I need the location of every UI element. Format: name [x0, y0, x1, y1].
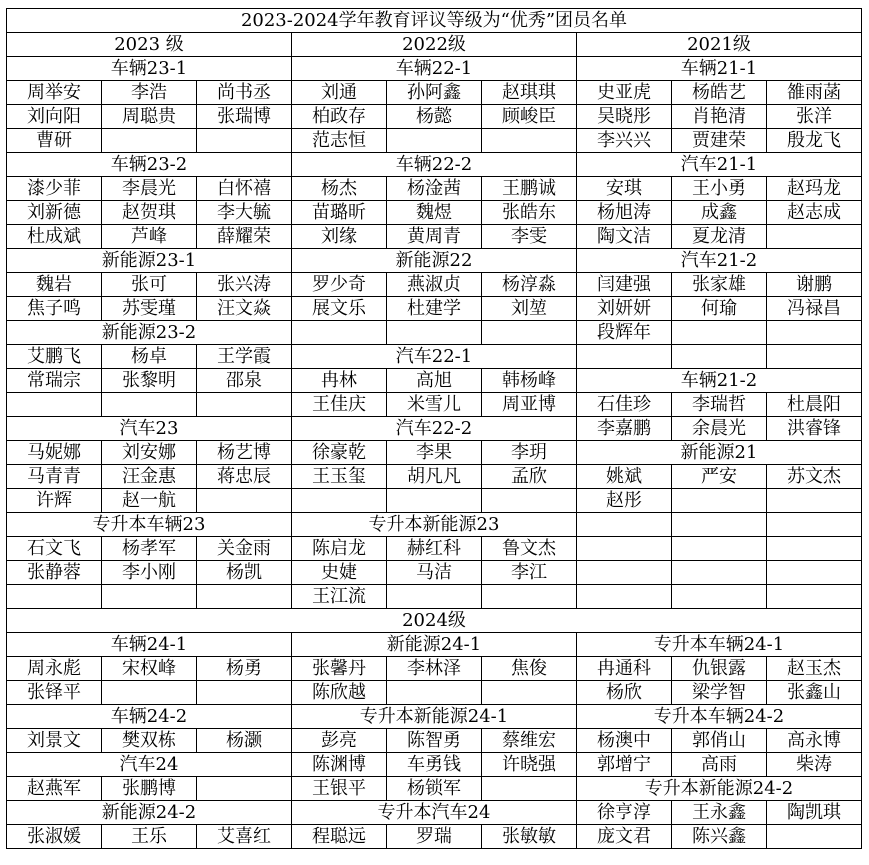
name-cell[interactable]: 魏岩: [7, 273, 102, 297]
empty-cell[interactable]: [767, 489, 862, 513]
name-cell[interactable]: 夏龙清: [672, 225, 767, 249]
name-cell[interactable]: 杨灏: [197, 729, 292, 753]
group-header-cell[interactable]: 汽车21-2: [577, 249, 862, 273]
name-cell[interactable]: 许晓强: [482, 753, 577, 777]
group-header-cell[interactable]: 新能源23-2: [7, 321, 292, 345]
empty-cell[interactable]: [672, 489, 767, 513]
group-header-cell[interactable]: 汽车22-1: [292, 345, 577, 369]
name-cell[interactable]: 陈兴鑫: [672, 825, 767, 849]
name-cell[interactable]: 谢鹏: [767, 273, 862, 297]
name-cell[interactable]: 王银平: [292, 777, 387, 801]
name-cell[interactable]: 苏雯瑾: [102, 297, 197, 321]
group-header-cell[interactable]: 2024级: [7, 609, 862, 633]
name-cell[interactable]: 陈渊博: [292, 753, 387, 777]
table-row: [7, 801, 862, 825]
empty-cell[interactable]: [387, 321, 482, 345]
table-row: [7, 153, 862, 177]
table-row: [7, 105, 862, 129]
name-cell[interactable]: 王小勇: [672, 177, 767, 201]
empty-cell[interactable]: [577, 585, 672, 609]
table-row: [7, 465, 862, 489]
group-header-cell[interactable]: 车辆21-1: [577, 57, 862, 81]
name-cell[interactable]: 黄周青: [387, 225, 482, 249]
name-cell[interactable]: 张鑫山: [767, 681, 862, 705]
name-cell[interactable]: 王乐: [102, 825, 197, 849]
name-cell[interactable]: 刘安娜: [102, 441, 197, 465]
table-row: [7, 441, 862, 465]
name-cell[interactable]: 雒雨菡: [767, 81, 862, 105]
group-header-cell[interactable]: 专升本车辆23: [7, 513, 292, 537]
empty-cell[interactable]: [482, 681, 577, 705]
name-cell[interactable]: 张可: [102, 273, 197, 297]
name-cell[interactable]: 张洋: [767, 105, 862, 129]
table-row: [7, 489, 862, 513]
group-header-cell[interactable]: 车辆21-2: [577, 369, 862, 393]
name-cell[interactable]: 李雯: [482, 225, 577, 249]
group-header-cell[interactable]: 新能源23-1: [7, 249, 292, 273]
name-cell[interactable]: 杨杰: [292, 177, 387, 201]
name-cell[interactable]: 杨淦茜: [387, 177, 482, 201]
name-cell[interactable]: 肖艳清: [672, 105, 767, 129]
name-cell[interactable]: 赵玛龙: [767, 177, 862, 201]
name-cell[interactable]: 芦峰: [102, 225, 197, 249]
name-cell[interactable]: 杨卓: [102, 345, 197, 369]
name-cell[interactable]: 徐亨淳: [577, 801, 672, 825]
empty-cell[interactable]: [387, 489, 482, 513]
sheet-title[interactable]: 2023-2024学年教育评议等级为“优秀”团员名单: [7, 9, 862, 33]
table-row: [7, 681, 862, 705]
name-cell[interactable]: 邵泉: [197, 369, 292, 393]
name-cell[interactable]: 艾喜红: [197, 825, 292, 849]
empty-cell[interactable]: [577, 345, 672, 369]
name-cell[interactable]: 陈启龙: [292, 537, 387, 561]
name-cell[interactable]: 闫建强: [577, 273, 672, 297]
empty-cell[interactable]: [577, 561, 672, 585]
group-header-cell[interactable]: 新能源21: [577, 441, 862, 465]
name-cell[interactable]: 张铎平: [7, 681, 102, 705]
name-cell[interactable]: 赵琪琪: [482, 81, 577, 105]
name-cell[interactable]: 郭增宁: [577, 753, 672, 777]
empty-cell[interactable]: [387, 129, 482, 153]
empty-cell[interactable]: [672, 345, 767, 369]
name-cell[interactable]: 车勇钱: [387, 753, 482, 777]
table-row: [7, 537, 862, 561]
empty-cell[interactable]: [197, 489, 292, 513]
table-row: [7, 585, 862, 609]
group-header-cell[interactable]: 车辆22-2: [292, 153, 577, 177]
name-cell[interactable]: 杜成斌: [7, 225, 102, 249]
empty-cell[interactable]: [482, 129, 577, 153]
table-row: [7, 57, 862, 81]
empty-cell[interactable]: [482, 321, 577, 345]
name-cell[interactable]: 石文飞: [7, 537, 102, 561]
group-header-cell[interactable]: 专升本汽车24: [292, 801, 577, 825]
empty-cell[interactable]: [672, 537, 767, 561]
name-cell[interactable]: 赵燕军: [7, 777, 102, 801]
name-cell[interactable]: 彭亮: [292, 729, 387, 753]
table-row: [7, 657, 862, 681]
name-cell[interactable]: 庞文君: [577, 825, 672, 849]
name-cell[interactable]: 王佳庆: [292, 393, 387, 417]
empty-cell[interactable]: [767, 225, 862, 249]
empty-cell[interactable]: [102, 585, 197, 609]
name-cell[interactable]: 赵一航: [102, 489, 197, 513]
name-cell[interactable]: 张瑞博: [197, 105, 292, 129]
name-cell[interactable]: 杨旭涛: [577, 201, 672, 225]
name-cell[interactable]: 孙阿鑫: [387, 81, 482, 105]
name-cell[interactable]: 宋权峰: [102, 657, 197, 681]
name-cell[interactable]: 鲁文杰: [482, 537, 577, 561]
name-cell[interactable]: 陈智勇: [387, 729, 482, 753]
name-cell[interactable]: 徐豪乾: [292, 441, 387, 465]
name-cell[interactable]: 张皓东: [482, 201, 577, 225]
name-cell[interactable]: 李大毓: [197, 201, 292, 225]
name-cell[interactable]: 冯禄昌: [767, 297, 862, 321]
table-row: [7, 513, 862, 537]
name-cell[interactable]: 顾峻臣: [482, 105, 577, 129]
name-cell[interactable]: 张静蓉: [7, 561, 102, 585]
name-cell[interactable]: 罗瑞: [387, 825, 482, 849]
name-cell[interactable]: 李果: [387, 441, 482, 465]
group-header-cell[interactable]: 专升本车辆24-2: [577, 705, 862, 729]
name-cell[interactable]: 魏煜: [387, 201, 482, 225]
group-header-cell[interactable]: 车辆22-1: [292, 57, 577, 81]
name-cell[interactable]: 薛耀荣: [197, 225, 292, 249]
name-cell[interactable]: 贾建荣: [672, 129, 767, 153]
name-cell[interactable]: 赵志成: [767, 201, 862, 225]
group-header-cell[interactable]: 车辆24-1: [7, 633, 292, 657]
empty-cell[interactable]: [672, 585, 767, 609]
empty-cell[interactable]: [767, 513, 862, 537]
group-header-cell[interactable]: 2023 级: [7, 33, 292, 57]
name-cell[interactable]: 成鑫: [672, 201, 767, 225]
table-row: [7, 633, 862, 657]
table-row: [7, 225, 862, 249]
name-cell[interactable]: 汪金惠: [102, 465, 197, 489]
name-cell[interactable]: 苏文杰: [767, 465, 862, 489]
empty-cell[interactable]: [102, 129, 197, 153]
empty-cell[interactable]: [7, 393, 102, 417]
name-cell[interactable]: 安琪: [577, 177, 672, 201]
name-cell[interactable]: 韩杨峰: [482, 369, 577, 393]
name-cell[interactable]: 曹研: [7, 129, 102, 153]
name-cell[interactable]: 殷龙飞: [767, 129, 862, 153]
name-cell[interactable]: 刘新德: [7, 201, 102, 225]
name-cell[interactable]: 周举安: [7, 81, 102, 105]
name-cell[interactable]: 刘向阳: [7, 105, 102, 129]
empty-cell[interactable]: [197, 393, 292, 417]
table-row: [7, 201, 862, 225]
group-header-cell[interactable]: 车辆24-2: [7, 705, 292, 729]
empty-cell[interactable]: [672, 321, 767, 345]
name-cell[interactable]: 蔡维宏: [482, 729, 577, 753]
name-cell[interactable]: 李兴兴: [577, 129, 672, 153]
group-header-cell[interactable]: 车辆23-2: [7, 153, 292, 177]
group-header-cell[interactable]: 新能源24-1: [292, 633, 577, 657]
name-cell[interactable]: 刘通: [292, 81, 387, 105]
table-row: [7, 609, 862, 633]
empty-cell[interactable]: [482, 585, 577, 609]
name-cell[interactable]: 吴晓彤: [577, 105, 672, 129]
name-cell[interactable]: 李小刚: [102, 561, 197, 585]
name-cell[interactable]: 张淑媛: [7, 825, 102, 849]
group-header-cell[interactable]: 专升本新能源24-2: [577, 777, 862, 801]
name-cell[interactable]: 陶文洁: [577, 225, 672, 249]
name-cell[interactable]: 马青青: [7, 465, 102, 489]
name-cell[interactable]: 马洁: [387, 561, 482, 585]
table-row: [7, 369, 862, 393]
name-cell[interactable]: 樊双栋: [102, 729, 197, 753]
empty-cell[interactable]: [767, 585, 862, 609]
table-row: [7, 777, 862, 801]
name-cell[interactable]: 周亚博: [482, 393, 577, 417]
table-row: [7, 249, 862, 273]
name-cell[interactable]: 刘堃: [482, 297, 577, 321]
group-header-cell[interactable]: 新能源22: [292, 249, 577, 273]
name-cell[interactable]: 王鹏诚: [482, 177, 577, 201]
name-cell[interactable]: 孟欣: [482, 465, 577, 489]
name-cell[interactable]: 常瑞宗: [7, 369, 102, 393]
empty-cell[interactable]: [102, 681, 197, 705]
group-header-cell[interactable]: 汽车21-1: [577, 153, 862, 177]
name-cell[interactable]: 刘妍妍: [577, 297, 672, 321]
empty-cell[interactable]: [577, 537, 672, 561]
name-cell[interactable]: 杜晨阳: [767, 393, 862, 417]
name-cell[interactable]: 张家雄: [672, 273, 767, 297]
name-cell[interactable]: 杨欣: [577, 681, 672, 705]
name-cell[interactable]: 李浩: [102, 81, 197, 105]
name-cell[interactable]: 杨懿: [387, 105, 482, 129]
name-cell[interactable]: 米雪儿: [387, 393, 482, 417]
empty-cell[interactable]: [292, 489, 387, 513]
name-cell[interactable]: 罗少奇: [292, 273, 387, 297]
name-cell[interactable]: 范志恒: [292, 129, 387, 153]
name-cell[interactable]: 燕淑贞: [387, 273, 482, 297]
empty-cell[interactable]: [767, 345, 862, 369]
name-cell[interactable]: 马妮娜: [7, 441, 102, 465]
empty-cell[interactable]: [102, 393, 197, 417]
name-cell[interactable]: 冉林: [292, 369, 387, 393]
empty-cell[interactable]: [197, 777, 292, 801]
group-header-cell[interactable]: 专升本车辆24-1: [577, 633, 862, 657]
empty-cell[interactable]: [577, 513, 672, 537]
name-cell[interactable]: 王江流: [292, 585, 387, 609]
name-cell[interactable]: 李瑞哲: [672, 393, 767, 417]
table-row: [7, 825, 862, 849]
name-cell[interactable]: 姚斌: [577, 465, 672, 489]
group-header-cell[interactable]: 汽车22-2: [292, 417, 577, 441]
group-header-cell[interactable]: 汽车23: [7, 417, 292, 441]
name-cell[interactable]: 高旭: [387, 369, 482, 393]
table-row: [7, 705, 862, 729]
name-cell[interactable]: 余晨光: [672, 417, 767, 441]
name-cell[interactable]: 王永鑫: [672, 801, 767, 825]
title-row: [7, 9, 862, 33]
group-header-cell[interactable]: 车辆23-1: [7, 57, 292, 81]
name-cell[interactable]: 杨锁军: [387, 777, 482, 801]
name-cell[interactable]: 胡凡凡: [387, 465, 482, 489]
name-cell[interactable]: 杨淳淼: [482, 273, 577, 297]
name-cell[interactable]: 李江: [482, 561, 577, 585]
name-cell[interactable]: 李玥: [482, 441, 577, 465]
table-row: [7, 321, 862, 345]
name-cell[interactable]: 高雨: [672, 753, 767, 777]
name-cell[interactable]: 柴涛: [767, 753, 862, 777]
name-cell[interactable]: 关金雨: [197, 537, 292, 561]
name-cell[interactable]: 白怀禧: [197, 177, 292, 201]
name-cell[interactable]: 张鹏博: [102, 777, 197, 801]
name-cell[interactable]: 赫红科: [387, 537, 482, 561]
name-cell[interactable]: 赵玉杰: [767, 657, 862, 681]
name-cell[interactable]: 焦子鸣: [7, 297, 102, 321]
name-cell[interactable]: 严安: [672, 465, 767, 489]
empty-cell[interactable]: [767, 537, 862, 561]
name-cell[interactable]: 杨凯: [197, 561, 292, 585]
table-row: [7, 393, 862, 417]
empty-cell[interactable]: [197, 681, 292, 705]
group-header-cell[interactable]: 新能源24-2: [7, 801, 292, 825]
empty-cell[interactable]: [387, 585, 482, 609]
empty-cell[interactable]: [7, 585, 102, 609]
empty-cell[interactable]: [672, 513, 767, 537]
empty-cell[interactable]: [387, 681, 482, 705]
name-cell[interactable]: 陶凯琪: [767, 801, 862, 825]
name-cell[interactable]: 陈欣越: [292, 681, 387, 705]
table-row: [7, 561, 862, 585]
table-row: [7, 273, 862, 297]
name-cell[interactable]: 许辉: [7, 489, 102, 513]
name-cell[interactable]: 李嘉鹏: [577, 417, 672, 441]
name-cell[interactable]: 周聪贵: [102, 105, 197, 129]
table-row: [7, 345, 862, 369]
group-header-cell[interactable]: 2021级: [577, 33, 862, 57]
name-cell[interactable]: 何瑜: [672, 297, 767, 321]
name-cell[interactable]: 杨勇: [197, 657, 292, 681]
table-row: [7, 417, 862, 441]
name-cell[interactable]: 王学霞: [197, 345, 292, 369]
empty-cell[interactable]: [767, 825, 862, 849]
name-cell[interactable]: 王玉玺: [292, 465, 387, 489]
name-cell[interactable]: 张敏敏: [482, 825, 577, 849]
name-cell[interactable]: 尚书丞: [197, 81, 292, 105]
table-row: [7, 177, 862, 201]
name-cell[interactable]: 焦俊: [482, 657, 577, 681]
name-cell[interactable]: 张黎明: [102, 369, 197, 393]
name-cell[interactable]: 郭俏山: [672, 729, 767, 753]
name-cell[interactable]: 苗璐昕: [292, 201, 387, 225]
group-header-cell[interactable]: 2022级: [292, 33, 577, 57]
empty-cell[interactable]: [767, 561, 862, 585]
empty-cell[interactable]: [482, 489, 577, 513]
name-cell[interactable]: 梁学智: [672, 681, 767, 705]
group-header-cell[interactable]: 专升本新能源24-1: [292, 705, 577, 729]
name-cell[interactable]: 展文乐: [292, 297, 387, 321]
name-cell[interactable]: 史婕: [292, 561, 387, 585]
name-cell[interactable]: 李晨光: [102, 177, 197, 201]
name-cell[interactable]: 张兴涛: [197, 273, 292, 297]
name-cell[interactable]: 杨艺博: [197, 441, 292, 465]
name-cell[interactable]: 仇银露: [672, 657, 767, 681]
table-row: [7, 753, 862, 777]
table-row: [7, 729, 862, 753]
table-row: [7, 81, 862, 105]
name-cell[interactable]: 艾鹏飞: [7, 345, 102, 369]
name-cell[interactable]: 刘缘: [292, 225, 387, 249]
table-row: [7, 129, 862, 153]
group-header-cell[interactable]: 专升本新能源23: [292, 513, 577, 537]
name-cell[interactable]: 赵贺琪: [102, 201, 197, 225]
name-cell[interactable]: 张馨丹: [292, 657, 387, 681]
name-cell[interactable]: 杨孝军: [102, 537, 197, 561]
name-cell[interactable]: 汪文焱: [197, 297, 292, 321]
name-cell[interactable]: 漆少菲: [7, 177, 102, 201]
empty-cell[interactable]: [482, 777, 577, 801]
name-cell[interactable]: 赵彤: [577, 489, 672, 513]
name-cell[interactable]: 柏政存: [292, 105, 387, 129]
table-row: [7, 297, 862, 321]
name-cell[interactable]: 洪睿锋: [767, 417, 862, 441]
name-cell[interactable]: 石佳珍: [577, 393, 672, 417]
name-cell[interactable]: 周永彪: [7, 657, 102, 681]
name-cell[interactable]: 李林泽: [387, 657, 482, 681]
name-cell[interactable]: 杜建学: [387, 297, 482, 321]
empty-cell[interactable]: [197, 585, 292, 609]
empty-cell[interactable]: [197, 129, 292, 153]
name-cell[interactable]: 杨澳中: [577, 729, 672, 753]
name-cell[interactable]: 杨皓艺: [672, 81, 767, 105]
name-cell[interactable]: 蒋忠辰: [197, 465, 292, 489]
empty-cell[interactable]: [292, 321, 387, 345]
name-cell[interactable]: 程聪远: [292, 825, 387, 849]
empty-cell[interactable]: [767, 321, 862, 345]
name-cell[interactable]: 冉通科: [577, 657, 672, 681]
table-row: [7, 33, 862, 57]
honor-roll-table: [6, 8, 862, 849]
name-cell[interactable]: 史亚虎: [577, 81, 672, 105]
group-header-cell[interactable]: 汽车24: [7, 753, 292, 777]
empty-cell[interactable]: [672, 561, 767, 585]
name-cell[interactable]: 刘景文: [7, 729, 102, 753]
name-cell[interactable]: 高永博: [767, 729, 862, 753]
name-cell[interactable]: 段辉年: [577, 321, 672, 345]
